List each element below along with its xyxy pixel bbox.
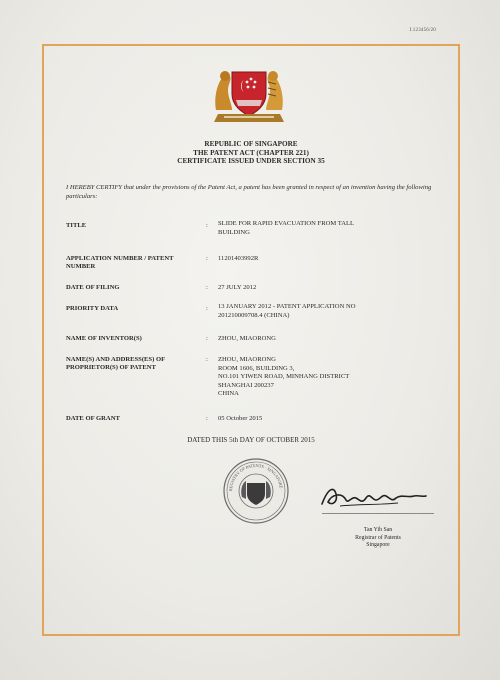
certificate-number: I.123456/20 (409, 28, 436, 33)
field-label-application-number: APPLICATION NUMBER / PATENT NUMBER (66, 255, 174, 271)
value-line: ZHOU, MIAORONG (218, 356, 276, 363)
field-colon: : (206, 222, 208, 229)
registrar-block (318, 527, 438, 550)
field-colon: : (206, 284, 208, 291)
field-label-inventor: NAME OF INVENTOR(S) (66, 335, 142, 342)
certification-statement: I HEREBY CERTIFY that under the provisions of the Patent Act, a patent has been granted in respect of an invention having the following particulars: (66, 184, 432, 200)
coat-of-arms-icon (210, 62, 288, 126)
field-label-proprietor: NAME(S) AND ADDRESS(ES) OF PROPRIETOR(S) OF PATENT (66, 356, 165, 372)
value-line: 201210009708.4 (CHINA) (218, 311, 290, 319)
field-label-priority-data: PRIORITY DATA (66, 305, 119, 312)
field-colon: : (206, 335, 208, 342)
svg-text:REGISTRY OF PATENTS · SINGAPOR: REGISTRY OF PATENTS · SINGAPORE · (227, 462, 285, 492)
field-value-inventor (218, 335, 433, 344)
dated-line: DATED THIS 5th DAY OF OCTOBER 2015 (187, 436, 315, 444)
certificate-heading (42, 140, 460, 166)
heading-line-3: CERTIFICATE ISSUED UNDER SECTION 35 (177, 157, 325, 166)
registrar-title: Registrar of Patents (355, 534, 401, 541)
field-label-title: TITLE (66, 222, 87, 229)
registrar-place: Singapore (366, 542, 390, 549)
field-colon: : (206, 415, 208, 422)
value-line: ZHOU, MIAORONG (218, 335, 276, 342)
field-colon: : (206, 356, 208, 363)
registry-seal-icon (222, 457, 290, 525)
field-value-date-of-filing (218, 284, 433, 293)
field-colon: : (206, 305, 208, 312)
value-line: CHINA (218, 390, 239, 398)
value-line: 11201403992R (218, 255, 259, 262)
registrar-name: Tan Yih San (363, 527, 393, 533)
field-colon: : (206, 255, 208, 262)
value-line: SHANGHAI 200237 (218, 381, 274, 389)
value-line: SLIDE FOR RAPID EVACUATION FROM TALL (218, 220, 355, 227)
registrar-signature (318, 484, 438, 510)
field-value-application-number (218, 255, 433, 264)
field-value-title (218, 220, 433, 237)
value-line: BUILDING (218, 228, 250, 236)
field-label-date-of-filing: DATE OF FILING (66, 284, 120, 291)
value-line: 27 JULY 2012 (218, 284, 257, 291)
value-line: 13 JANUARY 2012 - PATENT APPLICATION NO (218, 303, 356, 310)
field-value-priority-data (218, 303, 433, 320)
field-label-date-of-grant: DATE OF GRANT (66, 415, 120, 422)
heading-line-1: REPUBLIC OF SINGAPORE (204, 140, 298, 148)
heading-line-2: THE PATENT ACT (CHAPTER 221) (193, 148, 309, 157)
value-line: 05 October 2015 (218, 415, 263, 422)
field-value-proprietor (218, 356, 433, 399)
field-value-date-of-grant (218, 415, 433, 424)
value-line: ROOM 1606, BUILDING 3, (218, 364, 295, 372)
signature-line (322, 513, 434, 514)
value-line: NO.101 YIWEN ROAD, MINHANG DISTRICT (218, 373, 350, 381)
